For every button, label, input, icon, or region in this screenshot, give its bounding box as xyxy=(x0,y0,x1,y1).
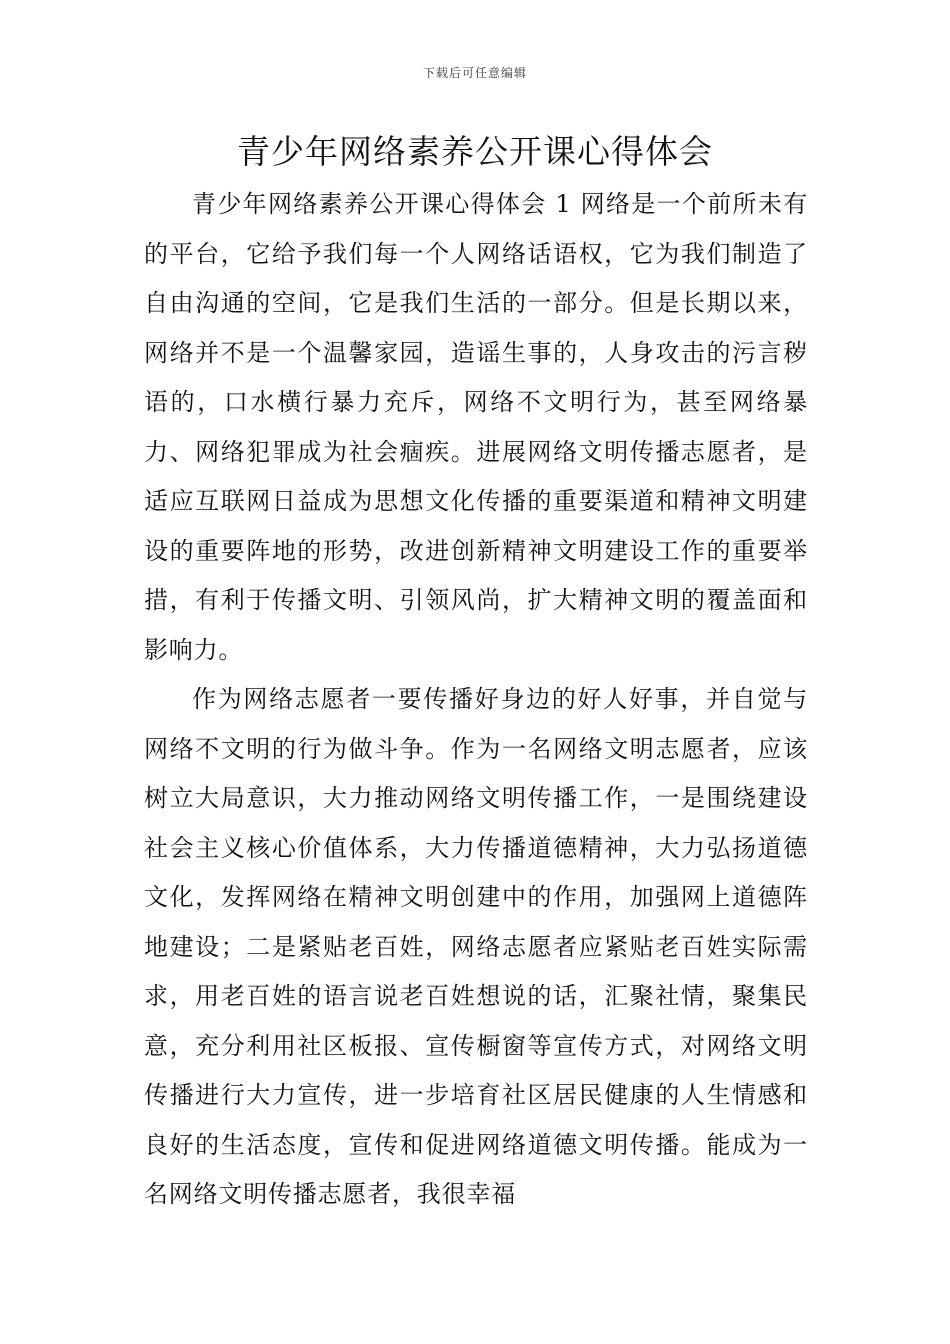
document-body xyxy=(144,180,808,1220)
document-title: 青少年网络素养公开课心得体会 xyxy=(237,132,713,171)
paragraph-2: 作为网络志愿者一要传播好身边的好人好事，并自觉与网络不文明的行为做斗争。作为一名网络文明志愿者，应该树立大局意识，大力推动网络文明传播工作，一是围绕建设社会主义核心价值体系，大力传播道德精神，大力弘扬道德文化，发挥网络在精神文明创建中的作用，加强网上道德阵地建设；二是紧贴老百姓，网络志愿者应紧贴老百姓实际需求，用老百姓的语言说老百姓想说的话，汇聚社情，聚集民意，充分利用社区板报、宣传橱窗等宣传方式，对网络文明传播进行大力宣传，进一步培育社区居民健康的人生情感和良好的生活态度，宣传和促进网络道德文明传播。能成为一名网络文明传播志愿者，我很幸福 xyxy=(144,685,808,1208)
paragraph-1: 青少年网络素养公开课心得体会 1 网络是一个前所未有的平台，它给予我们每一个人网络话语权，它为我们制造了自由沟通的空间，它是我们生活的一部分。但是长期以来，网络并不是一个温馨家园，造谣生事的，人身攻击的污言秽语的，口水横行暴力充斥，网络不文明行为，甚至网络暴力、网络犯罪成为社会痼疾。进展网络文明传播志愿者，是适应互联网日益成为思想文化传播的重要渠道和精神文明建设的重要阵地的形势，改进创新精神文明建设工作的重要举措，有利于传播文明、引领风尚，扩大精神文明的覆盖面和影响力。 xyxy=(144,190,808,664)
header-note: 下载后可任意编辑 xyxy=(422,66,527,80)
